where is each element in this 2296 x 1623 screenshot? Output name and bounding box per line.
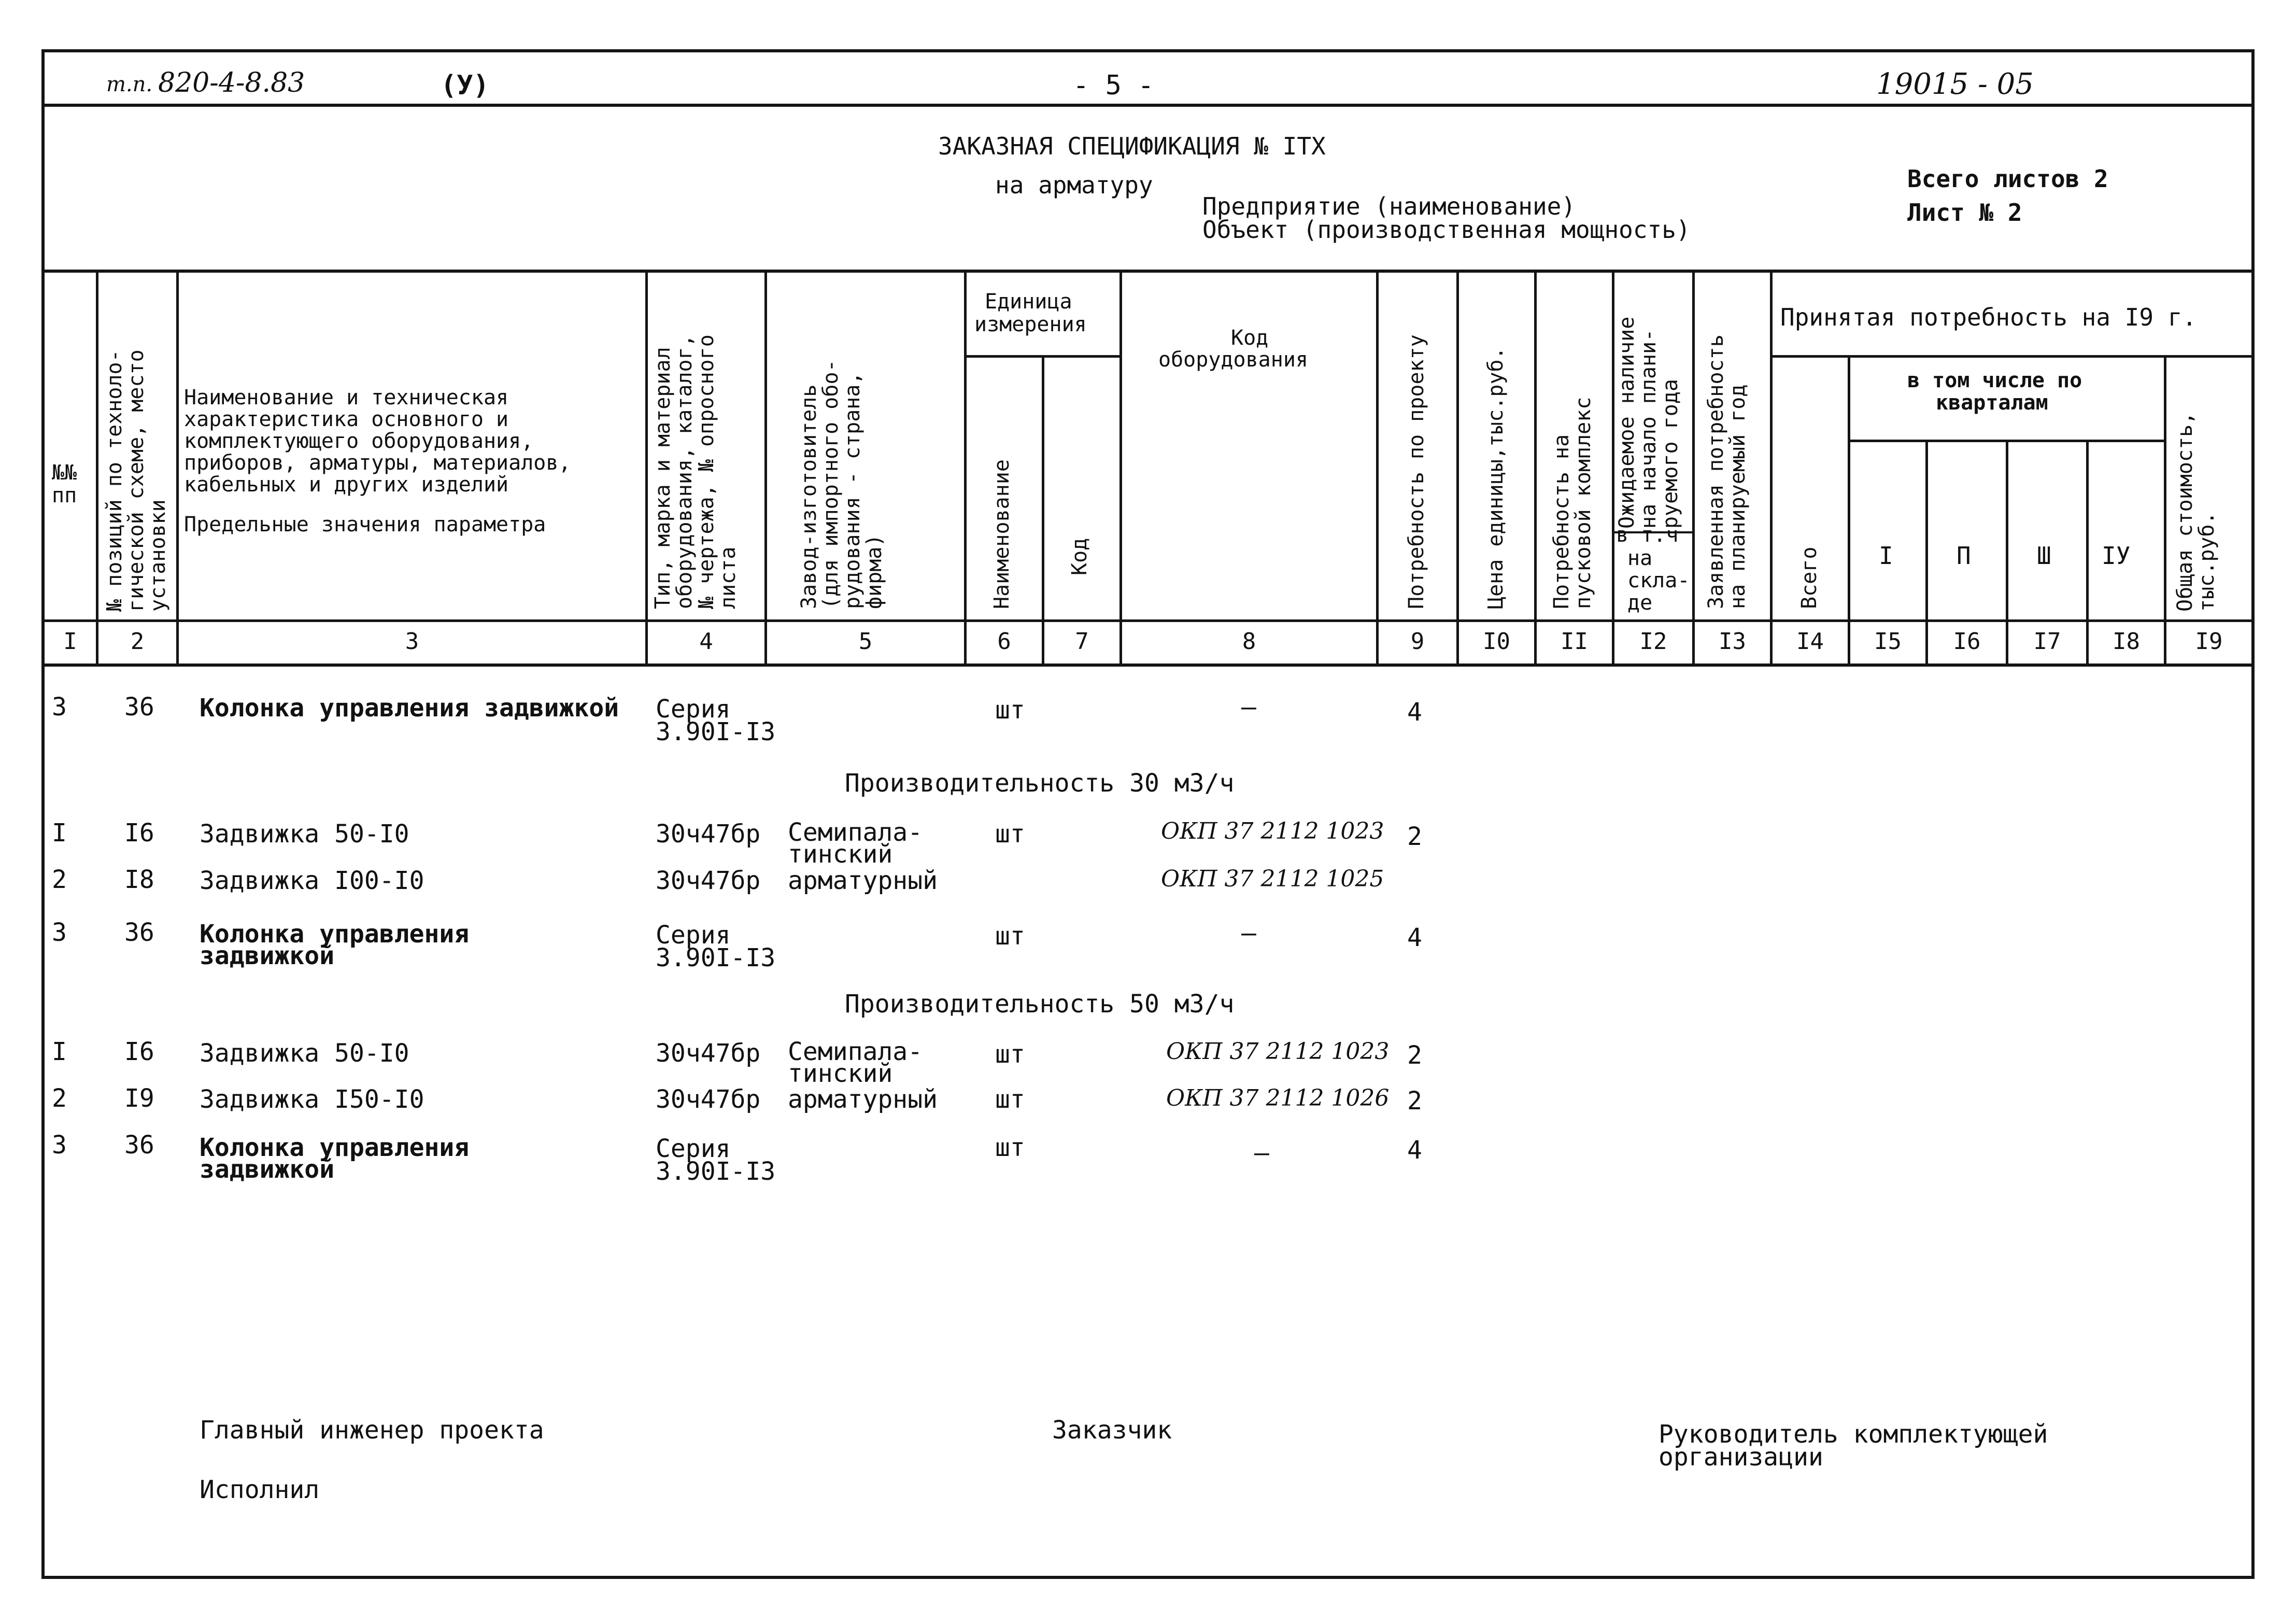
row-position: 36 [124, 918, 154, 947]
row-qty: 2 [1407, 1086, 1422, 1116]
header-accepted: Принятая потребность на I9 г. [1780, 303, 2197, 331]
row-unit: шт [995, 1040, 1025, 1069]
header-declared-l2: на планируемый год [1726, 384, 1750, 609]
colnum-13: I3 [1719, 628, 1746, 655]
header-cost-l2: тыс.руб. [2195, 512, 2219, 612]
header-name-l3: комплектующего оборудования, [184, 429, 534, 453]
chief-engineer-label: Главный инженер проекта [200, 1416, 544, 1445]
header-type-l4: листа [716, 546, 740, 609]
header-name-l2: характеристика основного и [184, 407, 509, 431]
header-maker-l4: фирма) [862, 534, 886, 609]
row-type-l2: 3.90I-I3 [656, 1157, 776, 1186]
row-type: 30ч47бр [656, 1085, 761, 1114]
colnum-3: 3 [405, 628, 419, 655]
row-name: Задвижка 50-I0 [200, 820, 409, 849]
header-name-l5: кабельных и других изделий [184, 473, 509, 497]
header-stock-l1: на [1627, 546, 1653, 570]
row-name-l2: задвижкой [200, 1155, 335, 1184]
row-qty: 4 [1407, 698, 1422, 727]
row-name-l1: Колонка управления [200, 1133, 470, 1162]
row-type: 30ч47бр [656, 866, 761, 895]
row-pp: 3 [52, 1131, 67, 1160]
colnum-15: I5 [1874, 628, 1902, 655]
row-name: Задвижка 50-I0 [200, 1039, 409, 1068]
row-pp: I [52, 1037, 67, 1066]
header-incl-quarters: в том числе по [1907, 369, 2082, 392]
supplier-head-l2: организации [1659, 1443, 1823, 1472]
tp-label: т.п. [106, 73, 153, 96]
row-unit: шт [995, 820, 1025, 849]
row-type-l1: Серия [656, 695, 731, 724]
row-maker-l3: арматурный [788, 1085, 938, 1114]
colnum-7: 7 [1075, 628, 1089, 655]
header-name-l1: Наименование и техническая [184, 386, 509, 410]
row-position: I8 [124, 865, 154, 894]
row-name-l2: задвижкой [200, 941, 335, 970]
row-unit: шт [995, 696, 1025, 725]
row-qty: 2 [1407, 822, 1422, 851]
header-type-l2: оборудования, каталог, [673, 334, 697, 609]
row-code: — [1241, 693, 1256, 722]
row-code: — [1241, 919, 1256, 948]
colnum-19: I9 [2195, 628, 2223, 655]
colnum-9: 9 [1410, 628, 1425, 655]
header-stock-l2: скла- [1627, 569, 1690, 592]
header-code-l1: Код [1231, 326, 1269, 350]
header-q1: I [1879, 542, 1893, 570]
row-code: ОКП 37 2112 1026 [1166, 1085, 1390, 1111]
row-position: 36 [124, 693, 154, 722]
section-heading: Производительность 50 м3/ч [845, 990, 1235, 1019]
header-unit-l2: измерения [974, 313, 1087, 336]
header-expected-l2: на начало плани- [1637, 329, 1661, 529]
row-name-l1: Колонка управления [200, 920, 470, 949]
row-code: ОКП 37 2112 1023 [1166, 1038, 1390, 1065]
colnum-14: I4 [1796, 628, 1824, 655]
spec-title: ЗАКАЗНАЯ СПЕЦИФИКАЦИЯ № ITX [938, 132, 1326, 160]
header-need-project: Потребность по проекту [1405, 334, 1428, 609]
row-position: I6 [124, 818, 154, 848]
colnum-6: 6 [997, 628, 1011, 655]
header-declared-l1: Заявленная потребность [1704, 334, 1728, 609]
customer-label: Заказчик [1052, 1416, 1172, 1445]
row-name: Колонка управления задвижкой [200, 694, 619, 723]
header-maker-l1: Завод-изготовитель [797, 384, 821, 609]
row-code: ОКП 37 2112 1023 [1161, 818, 1384, 844]
colnum-12: I2 [1639, 628, 1667, 655]
row-pp: 3 [52, 918, 67, 947]
row-pp: 2 [52, 1084, 67, 1113]
variant-mark: (У) [441, 70, 489, 101]
row-maker-l1: Семипала- [788, 1037, 923, 1066]
row-type: 30ч47бр [656, 820, 761, 849]
executor-label: Исполнил [200, 1475, 320, 1504]
row-name: Задвижка I00-I0 [200, 866, 424, 895]
header-maker-l2: (для импортного обо- [819, 359, 843, 609]
colnum-2: 2 [130, 628, 145, 655]
header-maker-l3: рудования - страна, [841, 372, 864, 609]
row-position: I9 [124, 1084, 154, 1113]
doc-number: 19015 - 05 [1876, 67, 2034, 101]
header-type-l1: Тип, марка и материал [651, 347, 675, 609]
header-unit-name: Наименование [990, 459, 1014, 609]
row-maker-l1: Семипала- [788, 818, 923, 847]
row-qty: 4 [1407, 1136, 1422, 1165]
row-pp: 3 [52, 693, 67, 722]
header-q2: П [1957, 542, 1971, 570]
header-quarters: кварталам [1936, 391, 2048, 415]
sheet-number: Лист № 2 [1907, 199, 2022, 227]
colnum-5: 5 [858, 628, 873, 655]
colnum-16: I6 [1953, 628, 1981, 655]
row-qty: 2 [1407, 1041, 1422, 1070]
row-unit: шт [995, 1133, 1025, 1162]
header-stock-l3: де [1627, 591, 1653, 615]
header-unit-price: Цена единицы,тыс.руб. [1484, 347, 1508, 609]
colnum-18: I8 [2113, 628, 2140, 655]
header-incl: в т.ч [1616, 523, 1679, 547]
row-code: ОКП 37 2112 1025 [1161, 866, 1384, 892]
row-code: — [1254, 1138, 1269, 1167]
colnum-4: 4 [699, 628, 713, 655]
row-position: 36 [124, 1131, 154, 1160]
row-position: I6 [124, 1037, 154, 1066]
colnum-11: II [1561, 628, 1588, 655]
header-q4: IУ [2102, 542, 2131, 570]
row-type-l1: Серия [656, 921, 731, 950]
row-name: Задвижка I50-I0 [200, 1085, 424, 1114]
row-type-l1: Серия [656, 1134, 731, 1163]
header-code-l2: оборудования [1158, 348, 1308, 372]
page-number: - 5 - [1073, 70, 1154, 101]
enterprise-label: Предприятие (наименование) [1202, 192, 1576, 220]
header-name-l4: приборов, арматуры, материалов, [184, 451, 571, 475]
header-limit: Предельные значения параметра [184, 513, 546, 537]
colnum-1: I [63, 628, 77, 655]
colnum-17: I7 [2033, 628, 2061, 655]
colnum-8: 8 [1242, 628, 1256, 655]
row-qty: 4 [1407, 923, 1422, 952]
supplier-head-l1: Руководитель комплектующей [1659, 1420, 2048, 1449]
row-unit: шт [995, 1085, 1025, 1114]
row-unit: шт [995, 922, 1025, 951]
spec-subtitle: на арматуру [995, 171, 1153, 199]
header-unit-l1: Единица [985, 290, 1072, 314]
header-unit-code: Код [1068, 538, 1092, 575]
row-type-l2: 3.90I-I3 [656, 717, 776, 746]
header-launch-l2: пусковой комплекс [1571, 397, 1595, 609]
object-label: Объект (производственная мощность) [1202, 216, 1691, 244]
row-maker-l2: тинский [788, 840, 893, 869]
sheets-total: Всего листов 2 [1907, 165, 2108, 193]
header-launch-l1: Потребность на [1550, 434, 1574, 609]
row-pp: 2 [52, 865, 67, 894]
header-total: Всего [1797, 546, 1821, 609]
section-heading: Производительность 30 м3/ч [845, 769, 1235, 798]
header-type-l3: № чертежа, № опросного [695, 334, 718, 609]
colnum-10: I0 [1483, 628, 1510, 655]
tp-number: 820-4-8.83 [158, 67, 305, 98]
row-type-l2: 3.90I-I3 [656, 943, 776, 972]
row-maker-l2: тинский [788, 1059, 893, 1088]
header-expected-l1: Ожидаемое наличие [1615, 316, 1639, 529]
header-cost-l1: Общая стоимость, [2173, 412, 2197, 612]
header-q3: Ш [2037, 542, 2051, 570]
row-type: 30ч47бр [656, 1039, 761, 1068]
header-expected-l3: руемого года [1659, 379, 1682, 529]
header-pp: №№ пп [52, 461, 77, 507]
row-maker-l3: арматурный [788, 866, 938, 895]
row-pp: I [52, 818, 67, 848]
header-position: № позиций по техноло-гической схеме, место установки [103, 349, 170, 612]
